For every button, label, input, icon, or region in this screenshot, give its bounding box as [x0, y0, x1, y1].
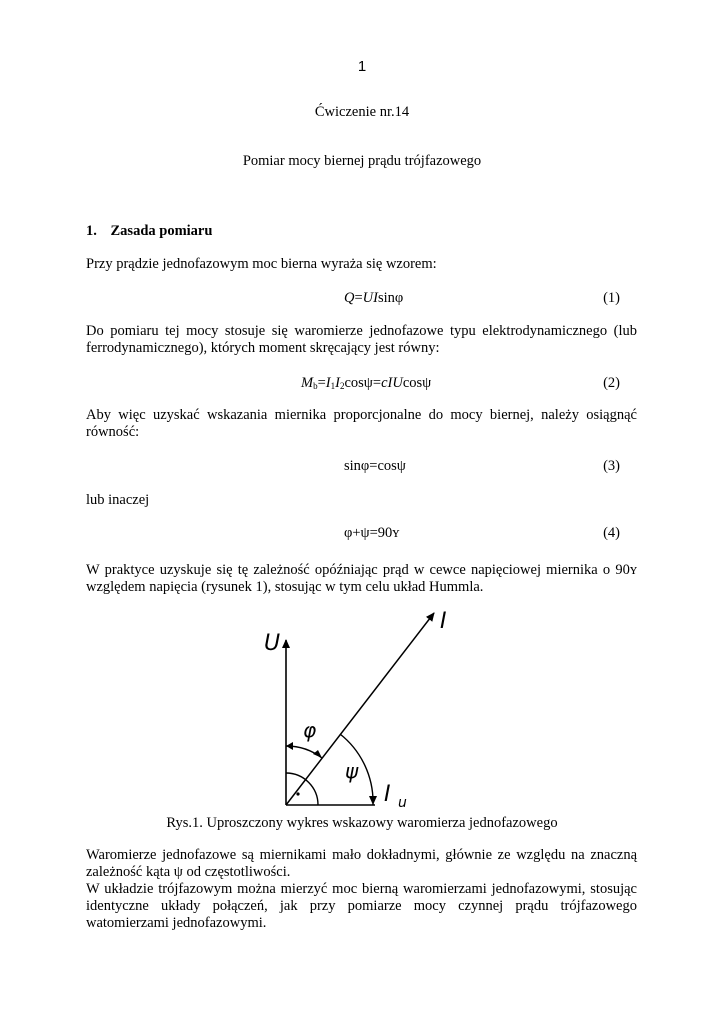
page-number: 1 [357, 58, 367, 75]
eq2-cos1: cosψ= [344, 375, 382, 391]
equation-1 [0, 290, 724, 308]
eq2-i1-sub: 1 [330, 381, 336, 391]
exercise-title: Ćwiczenie nr.14 [314, 104, 410, 120]
section-heading [86, 223, 212, 240]
figure-caption: Rys.1. Uproszczony wykres wskazowy waromierza jednofazowego [166, 815, 558, 831]
equation-3-number: (3) [603, 458, 620, 474]
label-i: I [440, 609, 447, 634]
label-phi: φ [303, 718, 317, 742]
equation-4 [0, 525, 724, 543]
eq1-ui: UI [362, 290, 378, 306]
phasor-diagram [250, 600, 450, 812]
paragraph-6: Waromierze jednofazowe są miernikami mało dokładnymi, głównie ze względu na znaczną zależność kąta ψ od częstotliwości. [86, 847, 637, 880]
arc-phi-arrowhead [286, 742, 293, 750]
right-angle-dot [296, 792, 299, 795]
arc-psi-arrowhead [369, 796, 377, 805]
equation-2-number: (2) [603, 375, 620, 391]
paragraph-2: Do pomiaru tej mocy stosuje się waromierze jednofazowe typu elektrodynamicznego (lub ferrodynamicznego), których moment skręcający jest równy: [86, 323, 637, 356]
equation-2 [0, 375, 724, 393]
eq1-q: Q [344, 290, 355, 306]
paragraph-4: lub inaczej [86, 492, 150, 508]
eq2-equals: = [317, 375, 326, 391]
label-iu: I [384, 782, 391, 807]
paragraph-5: W praktyce uzyskuje się tę zależność opóźniając prąd w cewce napięciowej miernika o 90ʏ względem napięcia (rysunek 1), stosując w tym celu układ Hummla. [86, 562, 637, 595]
equation-4-number: (4) [603, 525, 620, 541]
eq2-i1: I [325, 375, 331, 391]
label-u: U [264, 631, 281, 656]
eq1-equals: = [354, 290, 363, 306]
paragraph-3: Aby więc uzyskać wskazania miernika proporcjonalne do mocy biernej, należy osiągnąć równość: [86, 407, 637, 440]
eq2-i2-sub: 2 [339, 381, 345, 391]
eq2-i2: I [335, 375, 340, 391]
label-psi: ψ [345, 759, 359, 783]
section-title: Zasada pomiaru [110, 223, 213, 239]
right-angle-arc [286, 773, 318, 805]
eq2-m: M [301, 375, 314, 391]
equation-4-text: φ+ψ=90ʏ [344, 525, 400, 541]
equation-3-text: sinφ=cosψ [344, 458, 406, 474]
subject-title: Pomiar mocy biernej prądu trójfazowego [242, 153, 482, 169]
phasor-i-line [286, 613, 434, 805]
paragraph-7: W układzie trójfazowym można mierzyć moc bierną waromierzami jednofazowymi, stosując identyczne układy połączeń, jak przy pomiarze mocy czynnej prądu trójfazowego watomierzami jednofazowymi. [86, 881, 637, 931]
equation-1-number: (1) [603, 290, 620, 306]
arc-phi-arrowhead-2 [313, 750, 322, 758]
paragraph-1: Przy prądzie jednofazowym moc bierna wyraża się wzorem: [86, 256, 437, 272]
label-iu-sub: u [398, 795, 407, 811]
eq2-cos2: cosψ [402, 375, 432, 391]
section-number: 1. [86, 223, 97, 239]
eq2-m-sub: b [313, 381, 318, 391]
equation-3 [0, 458, 724, 476]
eq2-ciu: cIU [381, 375, 403, 391]
eq1-sin: sinφ [377, 290, 404, 306]
